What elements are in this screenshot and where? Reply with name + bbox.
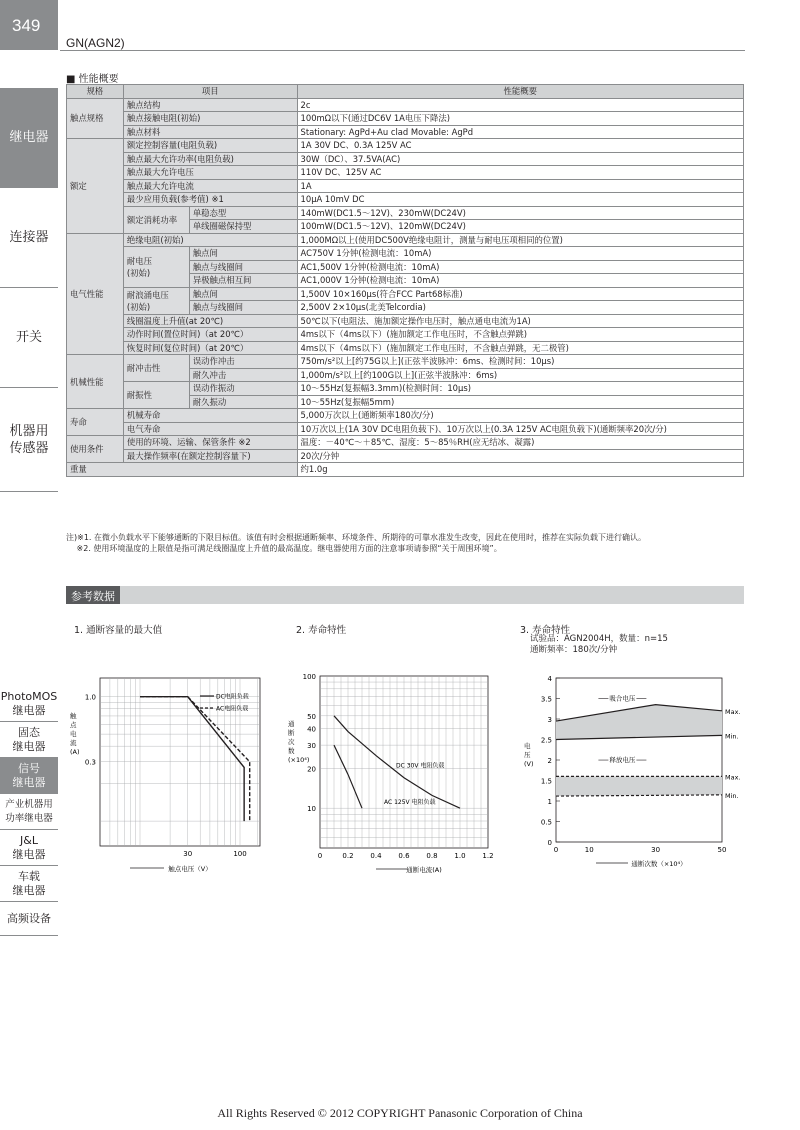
group-electrical: 电气性能	[67, 233, 124, 355]
sidebar-relay[interactable]: 继电器	[0, 88, 58, 188]
table-row: 使用条件 使用的环境、运输、保管条件 ※2 温度：－40℃～＋85℃、湿度：5～85％RH(应无结冰、凝露)	[67, 436, 744, 450]
table-row: 耐久振动 10～55Hz(复振幅5mm)	[67, 395, 744, 409]
table-row: 触点与线圈间 2,500V 2×10μs(北美Telcordia)	[67, 301, 744, 315]
group-mechanical: 机械性能	[67, 355, 124, 409]
chart3-series-label: 释放电压	[609, 756, 636, 765]
chart3-xlabel: 通断次数（×10⁴）	[631, 860, 687, 868]
header-divider	[60, 50, 745, 51]
table-row: 电气寿命 10万次以上(1A 30V DC电阻负载下)、10万次以上(0.3A 125V AC电阻负载下)(通断频率20次/分)	[67, 422, 744, 436]
table-row: 动作时间(置位时间)（at 20℃） 4ms以下（4ms以下）(施加额定工作电压时，不含触点弹跳)	[67, 328, 744, 342]
sidebar-connector[interactable]: 连接器	[0, 188, 58, 288]
table-row: 触点接触电阻(初始) 100mΩ以下(通过DC6V 1A电压下降法)	[67, 112, 744, 126]
chart1-x-tick: 100	[233, 850, 247, 858]
table-row: 耐浪涌电压 (初始) 触点间 1,500V 10×160μs(符合FCC Part68标准)	[67, 287, 744, 301]
table-row: 触点材料 Stationary: AgPd+Au clad Movable: AgPd	[67, 125, 744, 139]
chart1-breaking-capacity	[60, 660, 270, 880]
chart2-y-tick: 30	[307, 742, 316, 751]
sidebar-jl-relay[interactable]: J&L 继电器	[0, 830, 58, 866]
chart2-y-tick: 50	[307, 712, 316, 721]
header-spec: 规格	[67, 85, 124, 99]
chart1-xlabel: 触点电压（V）	[168, 865, 212, 873]
reference-title: 参考数据	[66, 586, 120, 604]
group-rating: 额定	[67, 139, 124, 234]
chart1-series-line	[140, 697, 244, 821]
chart2-y-tick: 20	[307, 765, 316, 774]
chart3-band	[556, 705, 722, 740]
chart3-series-label: 吸合电压	[609, 694, 636, 703]
chart3-sub-sample: 试验品：AGN2004H，数量：n=15	[530, 634, 668, 644]
reference-bar	[66, 586, 744, 604]
chart1-ylabel: 触点电流(A)	[70, 712, 80, 756]
chart2-life-curve	[280, 668, 500, 880]
sidebar-ssr[interactable]: 固态 继电器	[0, 722, 58, 758]
table-row: 触点最大允许电压 110V DC、125V AC	[67, 166, 744, 180]
table-row: 触点规格 触点结构 2c	[67, 98, 744, 112]
chart3-title: 3. 寿命特性	[520, 625, 571, 636]
chart2-x-tick: 0	[317, 852, 323, 860]
chart2-x-tick: 0.6	[398, 852, 410, 860]
chart2-series-label: AC 125V 电阻负载	[384, 799, 436, 807]
chart3-y-tick: 1.5	[540, 777, 552, 786]
note-2: ※2. 使用环境温度的上限值是指可满足线圈温度上升值的最高温度。继电器使用方面的注意事项请参照“关于周围环境”。	[66, 544, 502, 553]
sidebar-automotive-relay[interactable]: 车载 继电器	[0, 866, 58, 902]
spec-notes	[66, 532, 646, 554]
chart1-legend-label: DC电阻负载	[216, 693, 249, 701]
table-header-row	[67, 85, 744, 99]
chart3-x-tick: 50	[717, 846, 727, 854]
spec-table	[66, 84, 744, 477]
chart2-series-label: DC 30V 电阻负载	[396, 762, 445, 770]
chart3-y-tick: 0.5	[540, 818, 552, 827]
chart3-subtitle	[530, 634, 668, 656]
header-summary: 性能概要	[297, 85, 743, 99]
sidebar-signal-relay[interactable]: 信号 继电器	[0, 758, 58, 794]
chart3-y-tick: 3.5	[540, 695, 552, 704]
chart3-min-label: Min.	[725, 732, 739, 741]
chart2-title: 2. 寿命特性	[296, 625, 347, 636]
chart1-y-tick: 0.3	[84, 758, 96, 767]
chart3-sub-frequency: 通断频率：180次/分钟	[530, 645, 618, 655]
chart3-y-tick: 2	[547, 757, 552, 765]
chart2-x-tick: 0.2	[342, 852, 354, 860]
table-row: 触点最大允许电流 1A	[67, 179, 744, 193]
model-title: GN(AGN2)	[66, 36, 125, 50]
chart3-voltage-life	[510, 668, 750, 880]
chart3-min-label: Min.	[725, 791, 739, 800]
table-row: 寿命 机械寿命 5,000万次以上(通断频率180次/分)	[67, 409, 744, 423]
table-row: 耐电压 (初始) 触点间 AC750V 1分钟(检测电流：10mA)	[67, 247, 744, 261]
table-row: 耐久冲击 1,000m/s²以上[约100G以上](正弦半波脉冲：6ms)	[67, 368, 744, 382]
table-row: 耐振性 误动作振动 10～55Hz(复振幅3.3mm)(检测时间：10μs)	[67, 382, 744, 396]
chart1-series-line	[140, 697, 250, 821]
page-number: 349	[0, 0, 58, 50]
chart1-legend-label: AC电阻负载	[216, 705, 249, 713]
chart3-y-tick: 4	[547, 675, 552, 683]
chart2-y-tick: 100	[302, 673, 316, 681]
chart3-y-tick: 3	[547, 716, 552, 724]
table-row: 触点最大允许功率(电阻负载) 30W（DC）、37.5VA(AC)	[67, 152, 744, 166]
chart1-frame	[100, 678, 260, 846]
table-row: 触点与线圈间 AC1,500V 1分钟(检测电流：10mA)	[67, 260, 744, 274]
chart3-max-label: Max.	[725, 773, 741, 782]
chart3-band	[556, 776, 722, 796]
group-life: 寿命	[67, 409, 124, 436]
chart2-xlabel: 通断电流(A)	[406, 866, 442, 874]
chart1-x-tick: 30	[183, 850, 193, 858]
chart3-y-tick: 2.5	[540, 736, 552, 745]
chart1-y-tick: 1.0	[84, 693, 96, 702]
table-row: 异极触点相互间 AC1,000V 1分钟(检测电流：10mA)	[67, 274, 744, 288]
sidebar-sensor[interactable]: 机器用 传感器	[0, 388, 58, 492]
table-row: 额定 额定控制容量(电阻负载) 1A 30V DC、0.3A 125V AC	[67, 139, 744, 153]
sidebar-rf-device[interactable]: 高频设备	[0, 902, 58, 936]
table-row: 最大操作频率(在额定控制容量下) 20次/分钟	[67, 449, 744, 463]
chart2-x-tick: 1.0	[454, 852, 466, 860]
group-conditions: 使用条件	[67, 436, 124, 463]
table-row: 电气性能 绝缘电阻(初始) 1,000MΩ以上(使用DC500V绝缘电阻计，测量与耐电压项相同的位置)	[67, 233, 744, 247]
chart2-x-tick: 1.2	[482, 852, 494, 860]
table-row: 恢复时间(复位时间)（at 20℃） 4ms以下（4ms以下）(施加额定工作电压时，不含触点弹跳，无二极管)	[67, 341, 744, 355]
chart3-x-tick: 10	[584, 846, 594, 854]
table-row: 线圈温度上升值(at 20℃) 50℃以下(电阻法、施加额定操作电压时，触点通电电流为1A)	[67, 314, 744, 328]
copyright-footer: All Rights Reserved © 2012 COPYRIGHT Panasonic Corporation of China	[217, 1106, 583, 1120]
header-item: 项目	[123, 85, 297, 99]
table-row: 单线圈磁保持型 100mW(DC1.5～12V)、120mW(DC24V)	[67, 220, 744, 234]
chart2-x-tick: 0.8	[426, 852, 438, 860]
chart1-title: 1. 通断容量的最大值	[74, 625, 163, 636]
group-contact: 触点规格	[67, 98, 124, 139]
table-row: 机械性能 耐冲击性 误动作冲击 750m/s²以上[约75G以上](正弦半波脉冲：6ms、检测时间：10μs)	[67, 355, 744, 369]
table-row: 额定消耗功率 单稳态型 140mW(DC1.5～12V)、230mW(DC24V)	[67, 206, 744, 220]
sidebar-photomos[interactable]: PhotoMOS 继电器	[0, 686, 58, 722]
spec-section-title: ■ 性能概要	[66, 74, 119, 85]
sidebar-power-relay[interactable]: 产业机器用 功率继电器	[0, 794, 58, 830]
chart3-x-tick: 30	[651, 846, 661, 854]
chart3-y-tick: 1	[547, 798, 552, 806]
table-row: 重量 约1.0g	[67, 463, 744, 477]
chart2-y-tick: 40	[307, 725, 316, 734]
chart3-x-tick: 0	[553, 846, 559, 854]
chart2-x-tick: 0.4	[370, 852, 382, 860]
chart2-ylabel: 通断次数(×10⁴)	[288, 720, 310, 764]
chart3-ylabel: 电压(V)	[524, 742, 534, 768]
chart3-y-tick: 0	[547, 839, 552, 847]
chart3-max-label: Max.	[725, 707, 741, 716]
group-weight: 重量	[67, 463, 298, 477]
note-1: 注)※1. 在微小负载水平下能够通断的下限目标值。该值有时会根据通断频率、环境条件、所期待的可靠水准发生改变，因此在使用时，推荐在实际负载下进行确认。	[66, 533, 646, 542]
sidebar-switch[interactable]: 开关	[0, 288, 58, 388]
chart2-y-tick: 10	[307, 805, 316, 814]
table-row: 最少应用负载(参考值) ※1 10μA 10mV DC	[67, 193, 744, 207]
